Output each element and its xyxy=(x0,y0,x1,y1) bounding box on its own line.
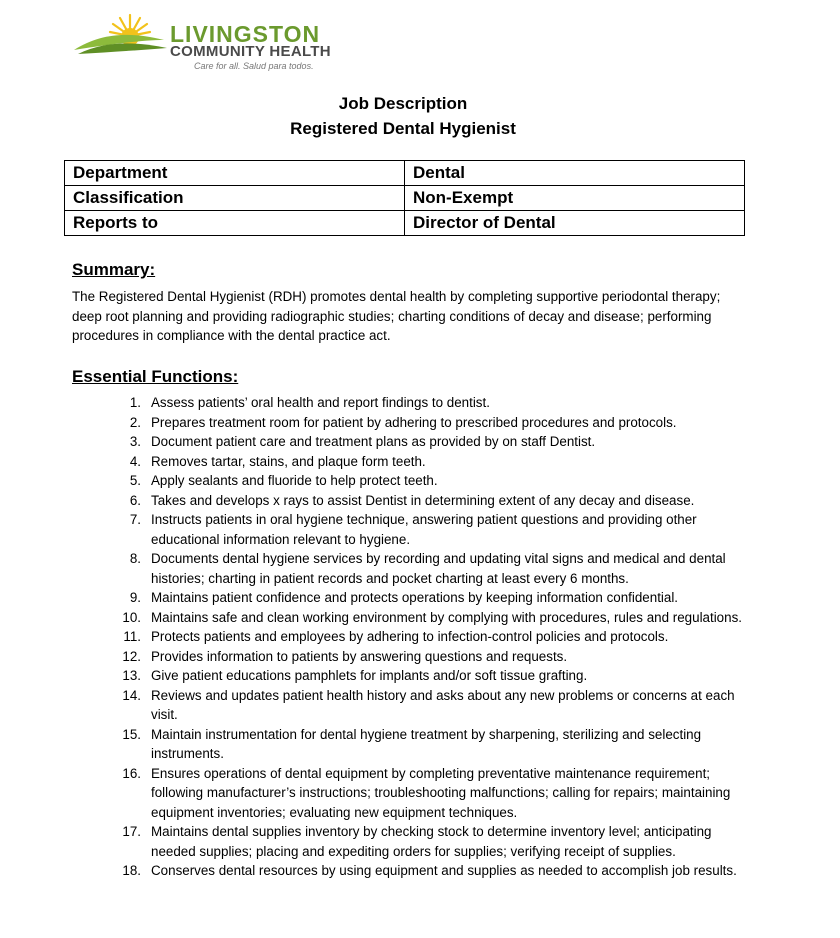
list-item xyxy=(72,666,752,686)
info-value: Non-Exempt xyxy=(405,186,745,211)
item-text: Reviews and updates patient health history and asks about any new problems or concerns at each visit. xyxy=(151,687,735,722)
list-item xyxy=(72,510,752,549)
organization-logo xyxy=(72,10,352,74)
list-item xyxy=(72,725,752,764)
list-item xyxy=(72,413,752,433)
list-item xyxy=(72,627,752,647)
table-row xyxy=(65,186,745,211)
item-number: 2. xyxy=(129,414,141,430)
document-title: Job Description xyxy=(338,94,468,113)
item-number: 8. xyxy=(129,551,141,566)
document-subtitle: Registered Dental Hygienist xyxy=(290,119,516,138)
logo-subtitle: COMMUNITY HEALTH xyxy=(170,43,331,60)
item-number: 6. xyxy=(129,492,141,508)
list-item xyxy=(72,471,752,491)
item-text: Apply sealants and fluoride to help protect teeth. xyxy=(151,473,438,488)
summary-heading: Summary: xyxy=(72,260,156,279)
info-value: Director of Dental xyxy=(405,211,745,236)
item-text: Assess patients’ oral health and report findings to dentist. xyxy=(151,395,490,410)
item-text: Prepares treatment room for patient by adhering to prescribed procedures and protocols. xyxy=(151,414,677,430)
item-text: Protects patients and employees by adhering to infection-control policies and protocols. xyxy=(151,629,669,644)
item-text: Takes and develops x rays to assist Dentist in determining extent of any decay and disease. xyxy=(151,492,695,508)
list-item xyxy=(72,432,752,452)
info-label: Department xyxy=(65,161,405,186)
list-item xyxy=(72,588,752,608)
item-text: Maintains safe and clean working environment by complying with procedures, rules and regulations. xyxy=(151,609,742,625)
list-item xyxy=(72,647,752,667)
item-text: Ensures operations of dental equipment by completing preventative maintenance requirement; following manufacturer’s instructions; troubleshooting malfunctions; calling for repairs; maintaining equipment inventories; evaluating new equipment techniques. xyxy=(151,765,731,820)
table-row xyxy=(65,161,745,186)
job-info-table xyxy=(64,160,745,236)
item-number: 14. xyxy=(122,687,141,703)
item-number: 16. xyxy=(122,765,141,781)
list-item xyxy=(72,764,752,823)
list-item xyxy=(72,549,752,588)
info-label: Reports to xyxy=(65,211,405,236)
item-text: Document patient care and treatment plans as provided by on staff Dentist. xyxy=(151,434,596,449)
logo-tagline: Care for all. Salud para todos. xyxy=(194,61,314,71)
list-item xyxy=(72,861,752,881)
item-number: 7. xyxy=(129,512,141,527)
item-number: 5. xyxy=(129,473,141,488)
list-item xyxy=(72,452,752,472)
summary-text: The Registered Dental Hygienist (RDH) promotes dental health by completing supportive periodontal therapy; deep root planning and providing radiographic studies; charting conditions of decay and disease; performing procedures in compliance with the dental practice act. xyxy=(72,289,721,343)
item-text: Maintains patient confidence and protects operations by keeping information confidential. xyxy=(151,590,679,605)
list-item xyxy=(72,686,752,725)
item-text: Give patient educations pamphlets for implants and/or soft tissue grafting. xyxy=(151,668,588,683)
item-number: 10. xyxy=(122,609,141,625)
item-number: 17. xyxy=(122,824,141,839)
item-text: Conserves dental resources by using equipment and supplies as needed to accomplish job results. xyxy=(151,863,737,878)
item-number: 3. xyxy=(129,434,141,449)
logo-name: LIVINGSTON xyxy=(170,21,321,47)
item-number: 11. xyxy=(123,629,141,644)
item-number: 12. xyxy=(122,648,141,664)
item-text: Provides information to patients by answering questions and requests. xyxy=(151,648,568,664)
item-text: Documents dental hygiene services by recording and updating vital signs and medical and dental histories; charting in patient records and pocket charting at least every 6 months. xyxy=(151,551,726,586)
item-number: 13. xyxy=(122,668,141,683)
essential-functions-list xyxy=(72,393,752,881)
info-label: Classification xyxy=(65,186,405,211)
item-number: 15. xyxy=(122,726,141,742)
item-text: Maintain instrumentation for dental hygiene treatment by sharpening, sterilizing and selecting instruments. xyxy=(151,726,702,761)
item-number: 9. xyxy=(129,590,141,605)
item-number: 4. xyxy=(129,453,141,469)
essential-functions-heading: Essential Functions: xyxy=(72,367,239,386)
list-item xyxy=(72,822,752,861)
sun-hills-icon xyxy=(72,10,172,70)
list-item xyxy=(72,491,752,511)
table-row xyxy=(65,211,745,236)
item-number: 18. xyxy=(122,863,141,878)
info-value: Dental xyxy=(405,161,745,186)
item-text: Instructs patients in oral hygiene technique, answering patient questions and providing other educational information relevant to hygiene. xyxy=(151,512,697,547)
list-item xyxy=(72,608,752,628)
item-text: Removes tartar, stains, and plaque form teeth. xyxy=(151,453,426,469)
item-number: 1. xyxy=(129,395,141,410)
item-text: Maintains dental supplies inventory by checking stock to determine inventory level; anticipating needed supplies; placing and expediting orders for supplies; verifying receipt of supplies. xyxy=(151,824,712,859)
list-item xyxy=(72,393,752,413)
